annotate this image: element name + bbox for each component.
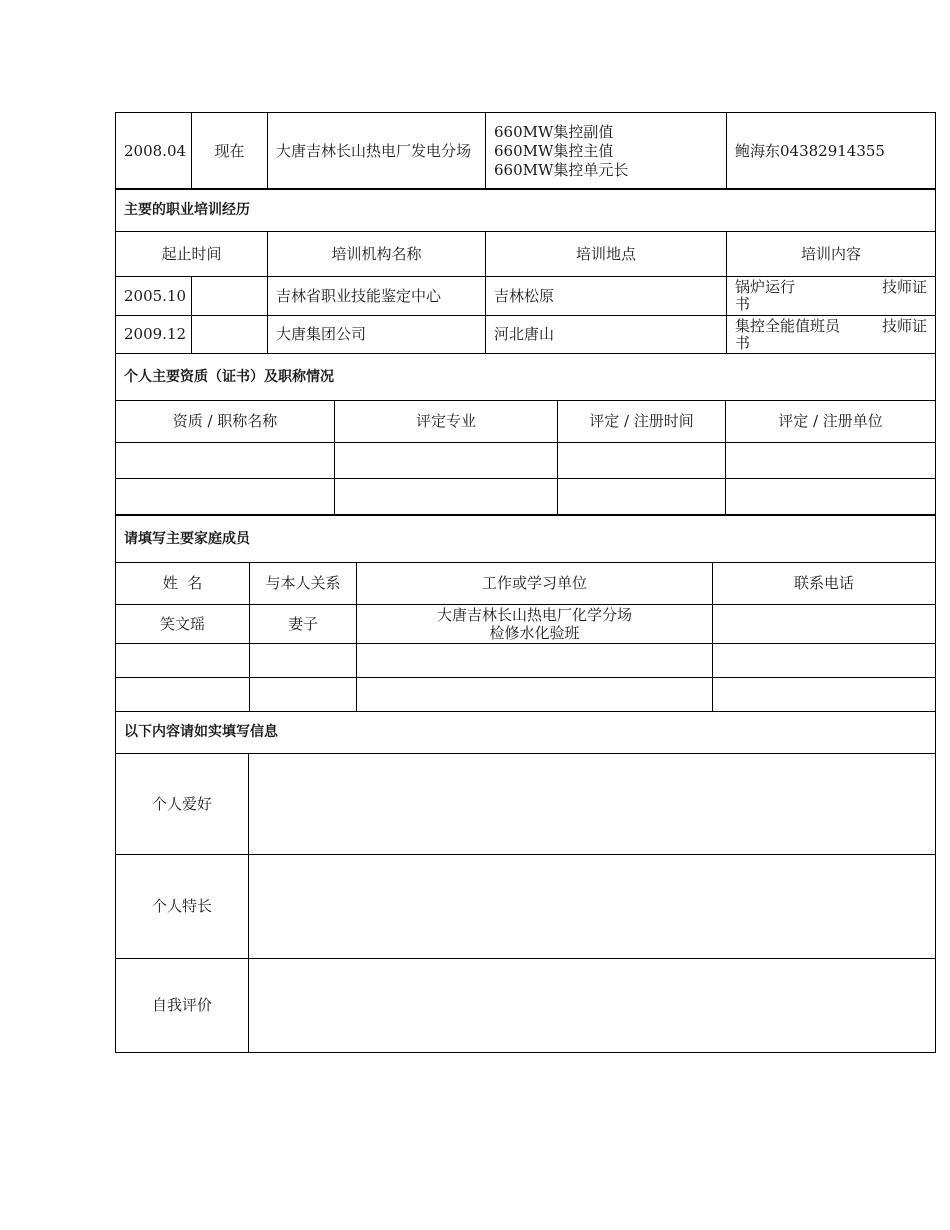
training-place: 河北唐山 (486, 316, 727, 354)
header-org: 培训机构名称 (268, 232, 486, 277)
table-row (116, 855, 936, 959)
table-header-row (116, 232, 936, 277)
training-org: 大唐集团公司 (268, 316, 486, 354)
header-qualification-name: 资质 / 职称名称 (116, 401, 335, 443)
table-header-row (116, 563, 936, 605)
training-table (115, 188, 936, 354)
table-row (116, 113, 936, 190)
training-content-cert: 技师证 (882, 316, 928, 335)
qualification-section-title: 个人主要资质（证书）及职称情况 (116, 354, 936, 401)
empty-cell (116, 443, 335, 479)
family-block (115, 515, 935, 712)
family-unit (357, 605, 713, 644)
table-row (116, 644, 936, 678)
training-content (727, 277, 936, 316)
training-time-end (192, 277, 268, 316)
work-end-date: 现在 (192, 113, 268, 190)
training-place: 吉林松原 (486, 277, 727, 316)
empty-cell (250, 678, 357, 712)
specialty-label: 个人特长 (116, 855, 249, 959)
family-phone (713, 605, 936, 644)
work-reference: 鲍海东04382914355 (727, 113, 936, 190)
header-name: 姓 名 (116, 563, 250, 605)
header-specialty: 评定专业 (335, 401, 558, 443)
table-header-row (116, 401, 936, 443)
family-unit-line: 大唐吉林长山热电厂化学分场 (436, 606, 632, 624)
training-content-main: 集控全能值班员 (735, 316, 841, 335)
empty-cell (250, 644, 357, 678)
table-row (116, 443, 936, 479)
family-unit-line: 检修水化验班 (489, 624, 580, 642)
empty-cell (116, 678, 250, 712)
table-row (116, 605, 936, 644)
empty-cell (357, 644, 713, 678)
empty-cell (335, 443, 558, 479)
qualification-block (115, 353, 935, 515)
header-register-time: 评定 / 注册时间 (558, 401, 726, 443)
work-positions (486, 113, 727, 190)
table-row (116, 678, 936, 712)
header-time: 起止时间 (116, 232, 268, 277)
training-content-tail: 书 (735, 295, 751, 313)
empty-cell (357, 678, 713, 712)
training-section-title: 主要的职业培训经历 (116, 189, 936, 232)
self-evaluation-label: 自我评价 (116, 959, 249, 1053)
position-line: 660MW集控单元长 (494, 160, 629, 179)
family-table (115, 515, 936, 712)
training-block (115, 188, 935, 354)
empty-cell (116, 644, 250, 678)
training-time-end (192, 316, 268, 354)
work-history-block (115, 112, 935, 190)
empty-cell (558, 443, 726, 479)
training-content-cert: 技师证 (882, 278, 928, 296)
training-content (727, 316, 936, 354)
header-relation: 与本人关系 (250, 563, 357, 605)
empty-cell (713, 644, 936, 678)
hobbies-label: 个人爱好 (116, 754, 249, 855)
work-start-date: 2008.04 (116, 113, 192, 190)
training-org: 吉林省职业技能鉴定中心 (268, 277, 486, 316)
self-evaluation-field[interactable] (249, 959, 936, 1053)
empty-cell (335, 479, 558, 515)
position-line: 660MW集控副值 (494, 122, 614, 141)
empty-cell (116, 479, 335, 515)
table-row (116, 277, 936, 316)
table-row (116, 479, 936, 515)
work-unit: 大唐吉林长山热电厂发电分场 (268, 113, 486, 190)
empty-cell (726, 479, 936, 515)
training-time: 2005.10 (116, 277, 192, 316)
training-time: 2009.12 (116, 316, 192, 354)
work-history-table (115, 112, 936, 190)
position-line: 660MW集控主值 (494, 141, 614, 160)
table-row (116, 959, 936, 1053)
header-content: 培训内容 (727, 232, 936, 277)
specialty-field[interactable] (249, 855, 936, 959)
header-unit: 工作或学习单位 (357, 563, 713, 605)
family-relation: 妻子 (250, 605, 357, 644)
header-place: 培训地点 (486, 232, 727, 277)
header-phone: 联系电话 (713, 563, 936, 605)
empty-cell (726, 443, 936, 479)
table-row (116, 754, 936, 855)
empty-cell (558, 479, 726, 515)
hobbies-field[interactable] (249, 754, 936, 855)
header-register-unit: 评定 / 注册单位 (726, 401, 936, 443)
family-name: 笑文瑶 (116, 605, 250, 644)
training-content-main: 锅炉运行 (735, 278, 796, 296)
qualification-table (115, 353, 936, 515)
empty-cell (713, 678, 936, 712)
personal-info-table (115, 711, 936, 1053)
training-content-tail: 书 (735, 333, 751, 352)
table-row (116, 316, 936, 354)
family-section-title: 请填写主要家庭成员 (116, 516, 936, 563)
personal-info-section-title: 以下内容请如实填写信息 (116, 712, 936, 754)
personal-info-block (115, 711, 935, 1053)
